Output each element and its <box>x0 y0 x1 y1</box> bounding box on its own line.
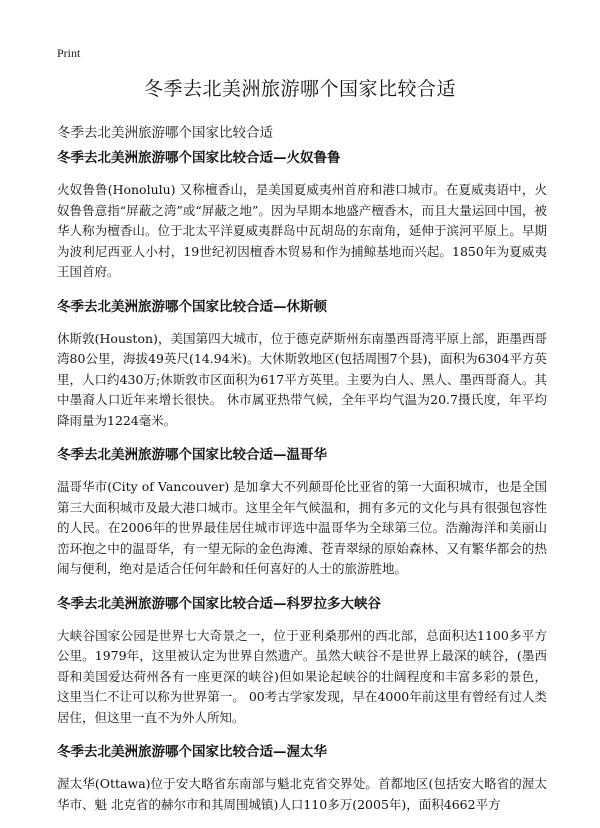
section-grand-canyon <box>57 594 547 729</box>
subtitle: 冬季去北美洲旅游哪个国家比较合适 <box>57 125 273 141</box>
section-heading: 冬季去北美洲旅游哪个国家比较合适—温哥华 <box>57 447 327 463</box>
section-body: 休斯敦(Houston)，美国第四大城市，位于德克萨斯州东南墨西哥湾平原上部，距墨西哥湾80公里，海拔49英尺(14.94米)。大休斯敦地区(包括周围7个县)，面积为6304平方英里，人口约430万;休斯敦市区面积为617平方英里。主要为白人、黑人、墨西哥裔人。其中墨裔人口近年来增长很快。 休市属亚热带气候，全年平均气温为20.7摄氏度，年平均降雨量为1224毫米。 <box>57 330 547 428</box>
section-heading: 冬季去北美洲旅游哪个国家比较合适—渥太华 <box>57 744 327 760</box>
section-body: 渥太华(Ottawa)位于安大略省东南部与魁北克省交界处。首都地区(包括安大略省的渥太华市、魁 北克省的赫尔市和其周围城镇)人口110多万(2005年)，面积4662平方 <box>57 776 547 812</box>
page-title: 冬季去北美洲旅游哪个国家比较合适 <box>143 78 456 100</box>
section-houston <box>57 297 547 432</box>
section-ottawa <box>57 742 547 815</box>
section-heading: 冬季去北美洲旅游哪个国家比较合适—火奴鲁鲁 <box>57 150 341 166</box>
section-body: 火奴鲁鲁(Honolulu) 又称檀香山，是美国夏威夷州首府和港口城市。在夏威夷语中，火奴鲁鲁意指“屏蔽之湾”或“屏蔽之地”。因为早期本地盛产檀香木，而且大量运回中国，被华人称为檀香山。位于北太平洋夏威夷群岛中瓦胡岛的东南角，延伸于滨河平原上。早期为波利尼西亚人小村，19世纪初因檀香木贸易和作为捕鲸基地而兴起。1850年为夏威夷王国首府。 <box>57 182 547 279</box>
article-content <box>57 148 547 828</box>
section-vancouver <box>57 445 547 580</box>
section-heading: 冬季去北美洲旅游哪个国家比较合适—科罗拉多大峡谷 <box>57 595 381 612</box>
section-honolulu <box>57 148 547 283</box>
section-body: 大峡谷国家公园是世界七大奇景之一，位于亚利桑那州的西北部，总面积达1100多平方公里。1979年，这里被认定为世界自然遗产。虽然大峡谷不是世界上最深的峡谷，(墨西哥和美国爱达荷州各有一座更深的峡谷)但如果论起峡谷的壮阔程度和丰富多彩的景色，这里当仁不让可以称为世界第一。 00考古学家发现，早在4000年前这里有曾经有过人类居住，但这里一直不为外人所知。 <box>57 627 547 725</box>
section-heading: 冬季去北美洲旅游哪个国家比较合适—休斯顿 <box>57 298 327 315</box>
section-body: 温哥华市(City of Vancouver) 是加拿大不列颠哥伦比亚省的第一大面积城市，也是全国第三大面积城市及最大港口城市。这里全年气候温和，拥有多元的文化与具有很强包容性的人民。在2006年的世界最佳居住城市评选中温哥华为全球第三位。浩瀚海洋和美丽山峦环抱之中的温哥华，有一望无际的金色海滩、苍青翠绿的原始森林、又有繁华都会的热闹与便利，绝对是适合任何年龄和任何喜好的人士的旅游胜地。 <box>57 479 547 576</box>
print-link[interactable]: Print <box>57 46 81 60</box>
